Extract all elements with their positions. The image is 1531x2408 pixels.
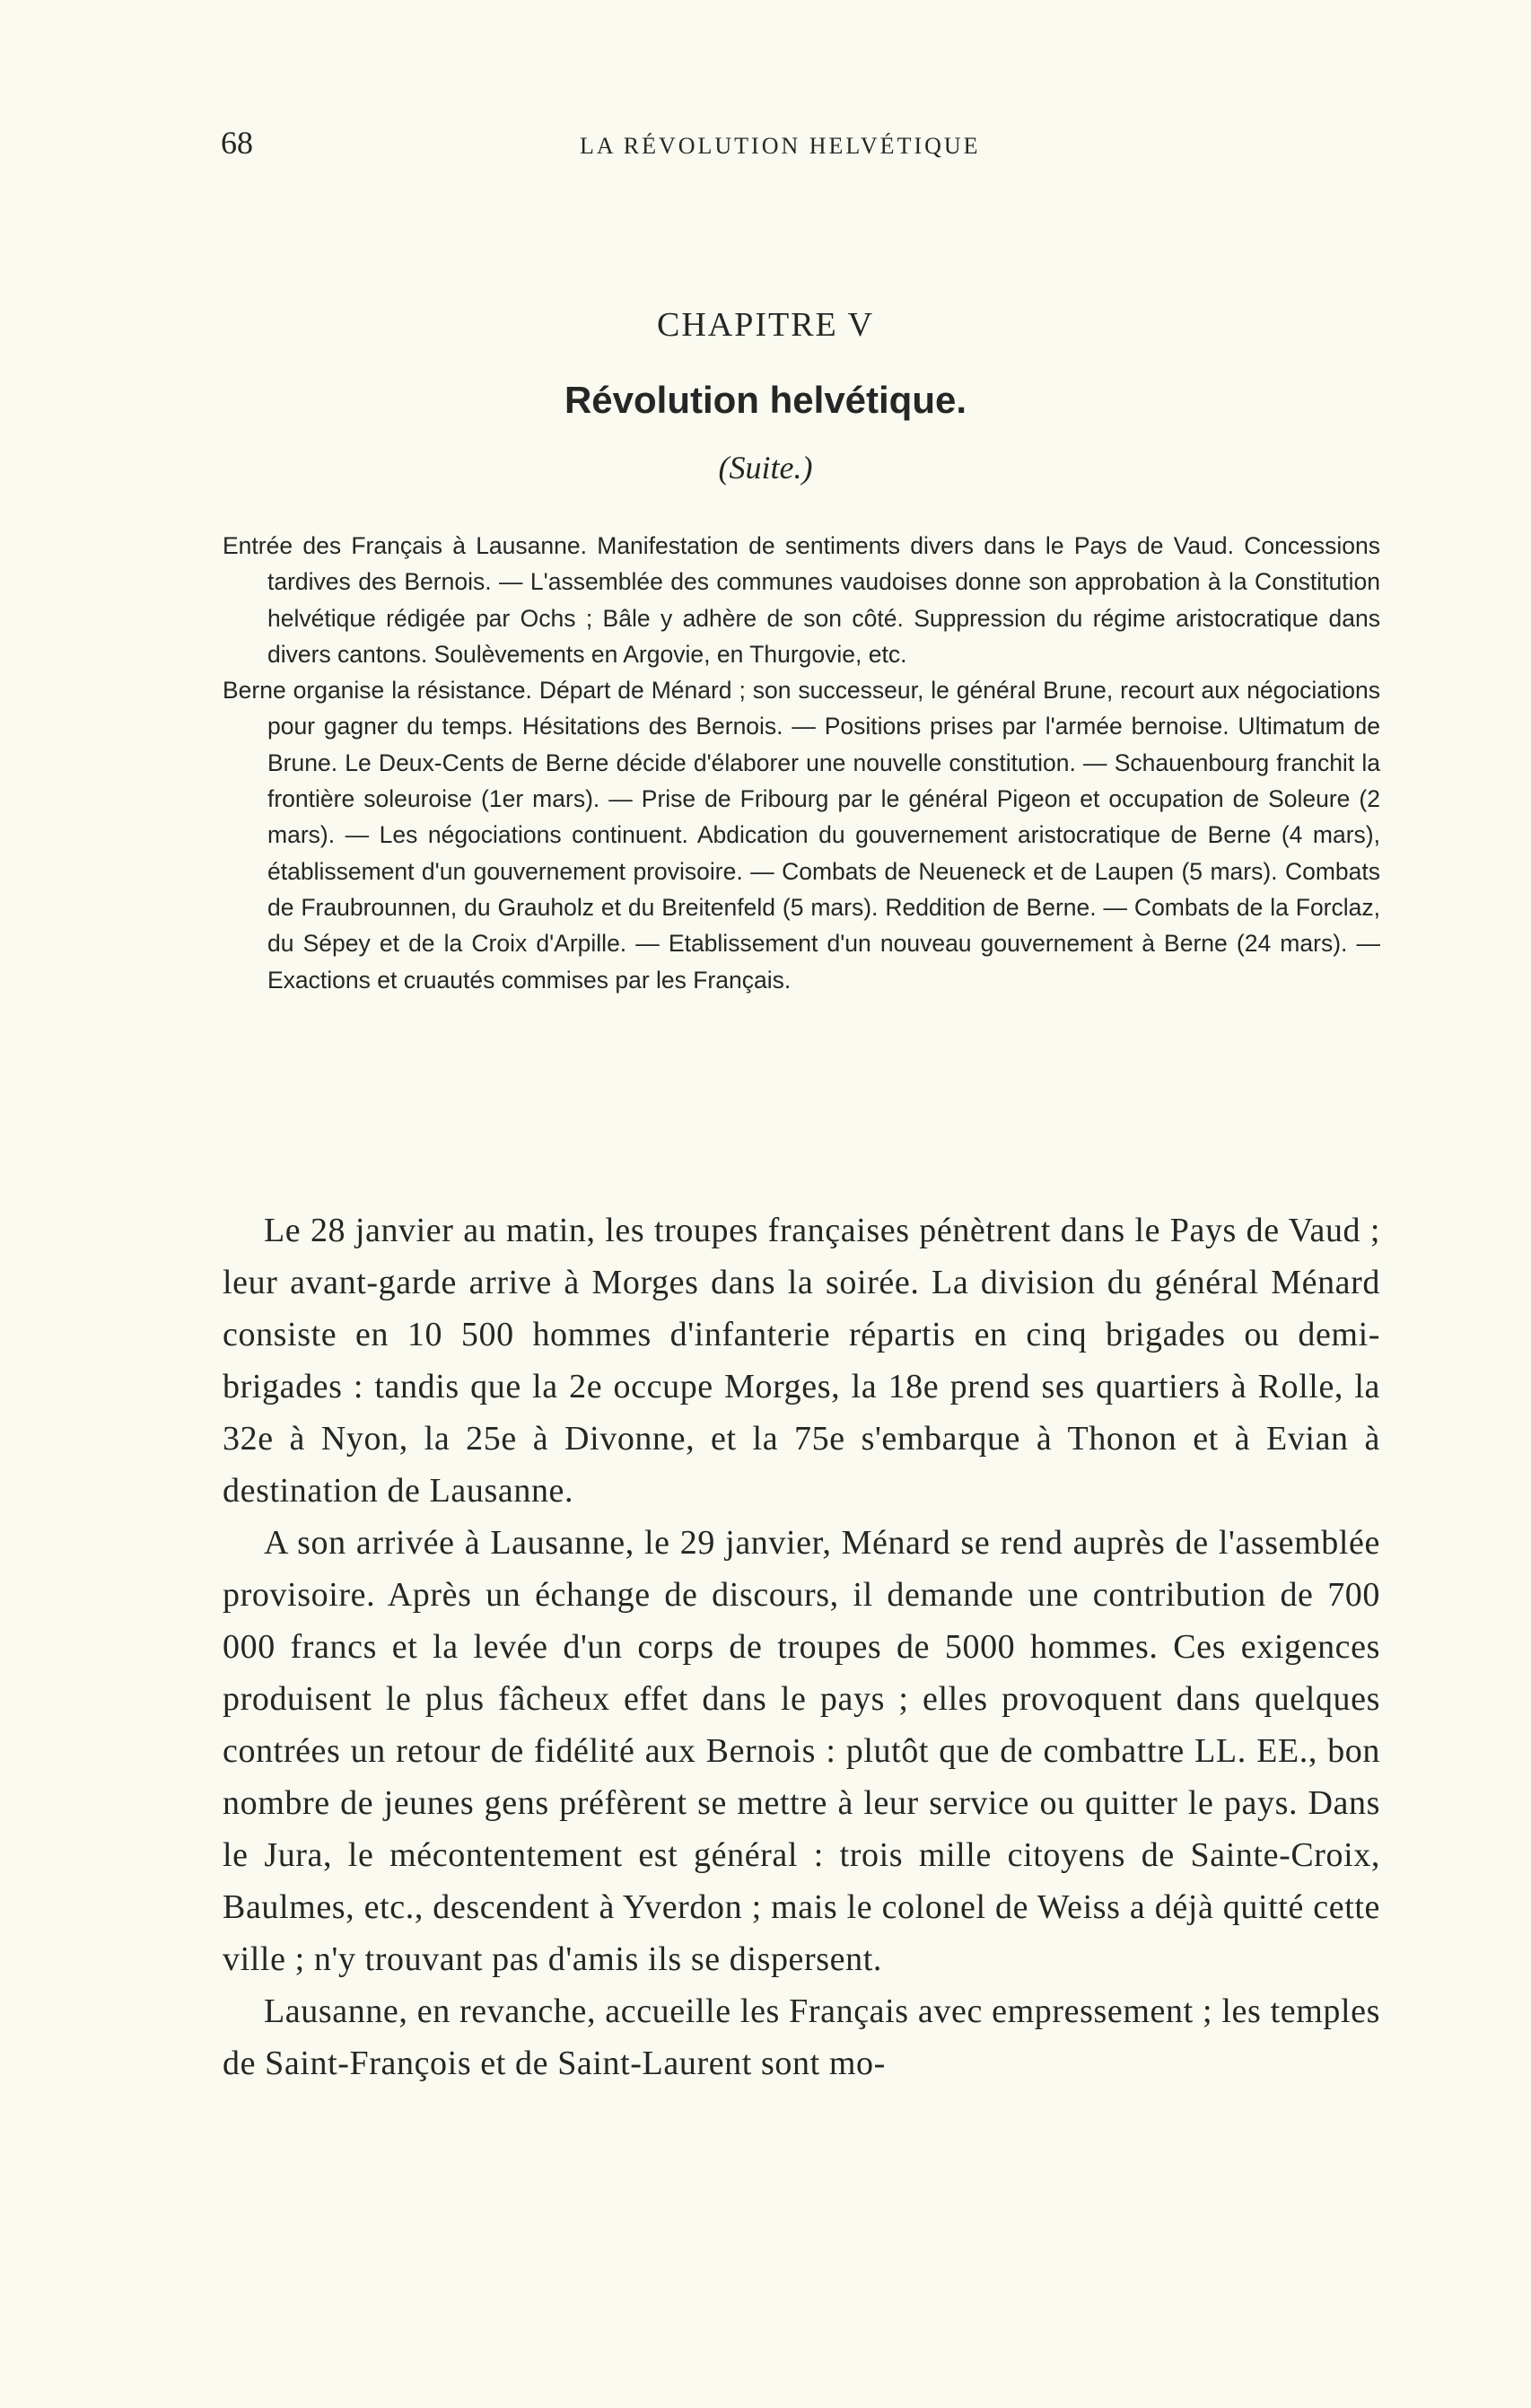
body-text [223,1204,1380,2089]
summary-paragraph: Entrée des Français à Lausanne. Manifestation de sentiments divers dans le Pays de Vaud. Concessions tardives des Bernois. — L'assemblée des communes vaudoises donne son approbation à la Constitution helvétique rédigée par Ochs ; Bâle y adhère de son côté. Suppression du régime aristocratique dans divers cantons. Soulèvements en Argovie, en Thurgovie, etc. [223,532,1380,668]
summary-paragraph: Berne organise la résistance. Départ de Ménard ; son successeur, le général Brune, recourt aux négociations pour gagner du temps. Hésitations des Bernois. — Positions prises par l'armée bernoise. Ultimatum de Brune. Le Deux-Cents de Berne décide d'élaborer une nouvelle constitution. — Schauenbourg franchit la frontière soleuroise (1er mars). — Prise de Fribourg par le général Pigeon et occupation de Soleure (2 mars). — Les négociations continuent. Abdication du gouvernement aristocratique de Berne (4 mars), établissement d'un gouvernement provisoire. — Combats de Neueneck et de Laupen (5 mars). Combats de Fraubrounnen, du Grauholz et du Breitenfeld (5 mars). Reddition de Berne. — Combats de la Forclaz, du Sépey et de la Croix d'Arpille. — Etablissement d'un nouveau gouvernement à Berne (24 mars). — Exactions et cruautés commises par les Français. [223,677,1380,994]
chapter-summary [223,528,1380,998]
chapter-heading: CHAPITRE V [656,306,875,344]
body-paragraph: Le 28 janvier au matin, les troupes françaises pénètrent dans le Pays de Vaud ; leur avant-garde arrive à Morges dans la soirée. La division du général Ménard consiste en 10 500 hommes d'infanterie répartis en cinq brigades ou demi-brigades : tandis que la 2e occupe Morges, la 18e prend ses quartiers à Rolle, la 32e à Nyon, la 25e à Divonne, et la 75e s'embarque à Thonon et à Evian à destination de Lausanne. [223,1212,1380,1510]
running-title: LA RÉVOLUTION HELVÉTIQUE [580,133,981,159]
body-paragraph: A son arrivée à Lausanne, le 29 janvier, Ménard se rend auprès de l'assemblée provisoire. Après un échange de discours, il demande une contribution de 700 000 francs et la levée d'un corps de troupes de 5000 hommes. Ces exigences produisent le plus fâcheux effet dans le pays ; elles provoquent dans quelques contrées un retour de fidélité aux Bernois : plutôt que de combattre LL. EE., bon nombre de jeunes gens préfèrent se mettre à leur service ou quitter le pays. Dans le Jura, le mécontentement est général : trois mille citoyens de Sainte-Croix, Baulmes, etc., descendent à Yverdon ; mais le colonel de Weiss a déjà quitté cette ville ; n'y trouvant pas d'amis ils se dispersent. [223,1524,1380,1978]
chapter-title: Révolution helvétique. [564,379,967,421]
page-header [221,124,1380,169]
page-number: 68 [221,125,253,161]
chapter-subtitle: (Suite.) [718,450,813,486]
body-paragraph: Lausanne, en revanche, accueille les Français avec empressement ; les temples de Saint-François et de Saint-Laurent sont mo- [223,1992,1380,2082]
